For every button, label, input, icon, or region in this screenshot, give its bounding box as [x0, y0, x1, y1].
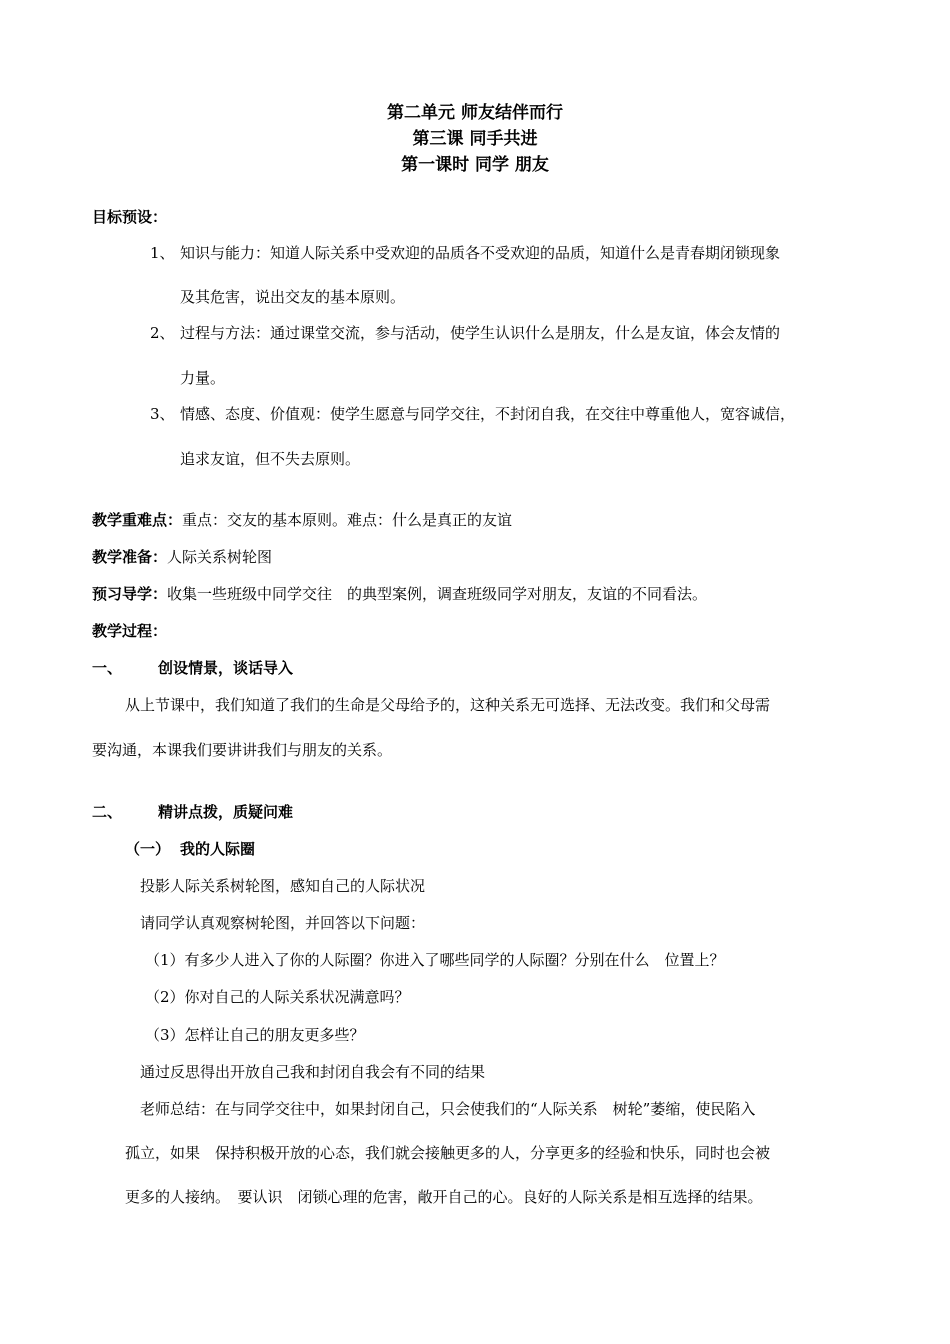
- summary-line-1: 老师总结：在与同学交往中，如果封闭自己，只会使我们的“人际关系 树轮”萎缩，使民陷入: [140, 1100, 756, 1118]
- question-3: （3）怎样让自己的朋友更多些？: [145, 1026, 365, 1044]
- goal-2-number: 2、: [150, 324, 175, 342]
- key-points-text: 重点：交友的基本原则。难点：什么是真正的友谊: [182, 511, 513, 529]
- goal-1-line-1: 知识与能力：知道人际关系中受欢迎的品质各不受欢迎的品质，知道什么是青春期闭锁现象: [180, 244, 781, 262]
- key-points-line: [92, 510, 512, 530]
- unit-title: 第二单元 师友结伴而行: [387, 103, 563, 123]
- section-1-line-1: 从上节课中，我们知道了我们的生命是父母给予的，这种关系无可选择、无法改变。我们和父母需: [125, 696, 771, 714]
- goal-1-number: 1、: [150, 244, 175, 262]
- preparation-label: 教学准备：: [92, 548, 168, 566]
- preparation-line: [92, 547, 272, 567]
- reflection-line: 通过反思得出开放自己我和封闭自我会有不同的结果: [140, 1063, 486, 1081]
- goal-3-line-1: 情感、态度、价值观：使学生愿意与同学交往，不封闭自我，在交往中尊重他人，宽容诚信，: [180, 405, 796, 423]
- summary-line-2: 孤立，如果 保持积极开放的心态，我们就会接触更多的人，分享更多的经验和快乐，同时也会被: [125, 1144, 771, 1162]
- preview-line: [92, 584, 707, 604]
- section-1-number: 一、: [92, 659, 123, 677]
- section-2-title: 精讲点拨，质疑问难: [158, 803, 294, 821]
- goal-3-number: 3、: [150, 405, 175, 423]
- goal-1-line-2: 及其危害，说出交友的基本原则。: [180, 288, 406, 306]
- subsection-1-title: 我的人际圈: [180, 840, 256, 858]
- preview-text: 收集一些班级中同学交往 的典型案例，调查班级同学对朋友，友谊的不同看法。: [167, 585, 708, 603]
- period-title: 第一课时 同学 朋友: [401, 155, 549, 175]
- goals-heading: 目标预设：: [92, 208, 168, 226]
- goal-3-line-2: 追求友谊，但不失去原则。: [180, 450, 361, 468]
- summary-line-3: 更多的人接纳。 要认识 闭锁心理的危害，敞开自己的心。良好的人际关系是相互选择的结果。: [125, 1188, 763, 1206]
- key-points-label: 教学重难点：: [92, 511, 183, 529]
- subsection-1-number: （一）: [125, 840, 171, 858]
- section-1-line-2: 要沟通，本课我们要讲讲我们与朋友的关系。: [92, 741, 393, 759]
- preview-label: 预习导学：: [92, 585, 168, 603]
- goal-2-line-1: 过程与方法：通过课堂交流，参与活动，使学生认识什么是朋友，什么是友谊，体会友情的: [180, 324, 781, 342]
- activity-line-1: 投影人际关系树轮图，感知自己的人际状况: [140, 877, 426, 895]
- section-1-title: 创设情景，谈话导入: [158, 659, 294, 677]
- preparation-text: 人际关系树轮图: [167, 548, 273, 566]
- goal-2-line-2: 力量。: [180, 369, 226, 387]
- lesson-title: 第三课 同手共进: [412, 129, 538, 149]
- section-2-number: 二、: [92, 803, 123, 821]
- activity-line-2: 请同学认真观察树轮图，并回答以下问题：: [140, 914, 426, 932]
- question-2: （2）你对自己的人际关系状况满意吗？: [145, 988, 410, 1006]
- process-label: 教学过程：: [92, 622, 168, 640]
- question-1: （1）有多少人进入了你的人际圈？你进入了哪些同学的人际圈？分别在什么 位置上？: [145, 951, 725, 969]
